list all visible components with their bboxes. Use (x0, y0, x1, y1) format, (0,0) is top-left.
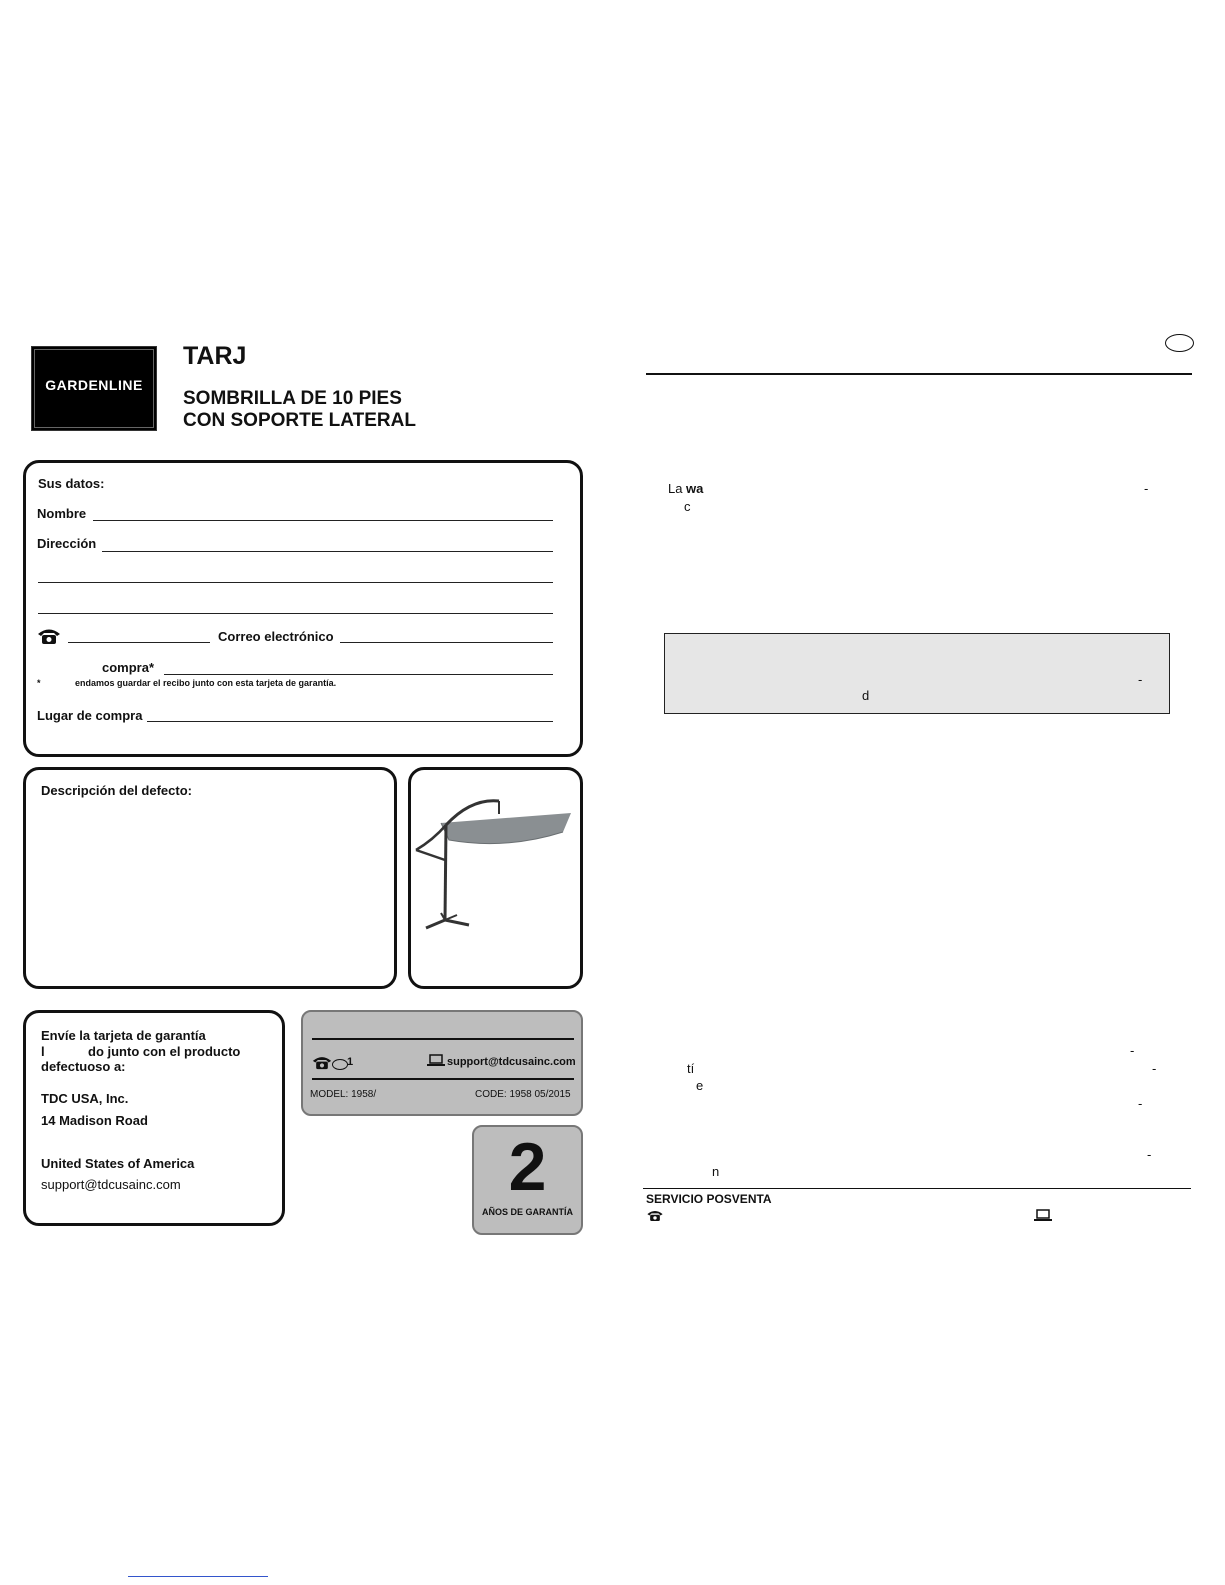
product-code: CODE: 1958 05/2015 (475, 1089, 571, 1100)
laptop-icon (427, 1054, 445, 1068)
receipt-note: endamos guardar el recibo junto con esta tarjeta de garantía. (75, 678, 337, 688)
model-number: MODEL: 1958/ (310, 1089, 377, 1100)
product-name-line-2: CON SOPORTE LATERAL (183, 410, 416, 431)
text-fragment-c: c (684, 499, 691, 514)
text-fragment-dash: - (1152, 1061, 1157, 1076)
text-fragment-dash: - (1138, 672, 1143, 687)
customer-data-heading: Sus datos: (38, 476, 105, 491)
defect-description-label: Descripción del defecto: (41, 783, 192, 798)
shaded-note-box (664, 633, 1170, 714)
brand-logo (31, 346, 157, 431)
telephone-icon (36, 627, 62, 645)
product-name-line-1: SOMBRILLA DE 10 PIES (183, 388, 402, 409)
text-fragment-dash: - (1144, 481, 1149, 496)
text-fragment-wa: wa (686, 481, 704, 496)
telephone-icon (311, 1055, 333, 1070)
address-field-line-3[interactable] (38, 613, 553, 614)
text-fragment-la: La (668, 481, 683, 496)
name-field[interactable] (93, 520, 553, 521)
cantilever-umbrella-illustration (411, 770, 580, 986)
send-instruction-line-2a: l (41, 1044, 45, 1059)
telephone-icon (646, 1209, 664, 1222)
email-field[interactable] (340, 642, 553, 643)
send-address-box (23, 1010, 285, 1226)
phone-field[interactable] (68, 642, 210, 643)
product-image-box (408, 767, 583, 989)
customer-data-box (23, 460, 583, 757)
text-fragment-n: n (712, 1164, 720, 1179)
laptop-icon (1034, 1209, 1052, 1223)
country-oval-badge (1165, 334, 1194, 352)
card-title: TARJ (183, 342, 247, 370)
email-label: Correo electrónico (218, 629, 334, 644)
note-asterisk: * (37, 678, 41, 688)
country: United States of America (41, 1156, 195, 1171)
address-label: Dirección (37, 536, 97, 551)
name-label: Nombre (37, 506, 87, 521)
address-field-line-2[interactable] (38, 582, 553, 583)
send-instruction-line-1: Envíe la tarjeta de garantía (41, 1028, 206, 1043)
support-email[interactable]: support@tdcusainc.com (41, 1177, 181, 1192)
service-rule (643, 1188, 1191, 1189)
purchase-date-label: compra* (102, 660, 155, 675)
purchase-date-field[interactable] (164, 674, 553, 675)
phone-country-oval (332, 1059, 348, 1070)
contact-phone: 1 (347, 1056, 354, 1068)
place-of-purchase-label: Lugar de compra (37, 708, 143, 723)
text-fragment-dash: - (1147, 1147, 1152, 1162)
send-instruction-line-2b: do junto con el producto (88, 1044, 241, 1059)
contact-email[interactable]: support@tdcusainc.com (447, 1056, 576, 1068)
contact-box (301, 1010, 583, 1116)
header-rule (646, 373, 1192, 375)
defect-description-box[interactable] (23, 767, 397, 989)
send-instruction-line-3: defectuoso a: (41, 1059, 126, 1074)
text-fragment-d: d (862, 688, 870, 703)
text-fragment-ti: tí (687, 1061, 695, 1076)
address-field[interactable] (102, 551, 553, 552)
contact-divider-bottom (312, 1078, 574, 1080)
warranty-years-number: 2 (508, 1129, 547, 1205)
warranty-years-badge (472, 1125, 583, 1235)
text-fragment-dash: - (1138, 1096, 1143, 1111)
text-fragment-e: e (696, 1078, 704, 1093)
text-fragment-dash: - (1130, 1043, 1135, 1058)
warranty-years-label: AÑOS DE GARANTÍA (481, 1207, 573, 1217)
brand-logo-text: GARDENLINE (45, 377, 143, 393)
contact-divider-top (312, 1038, 574, 1040)
service-title: SERVICIO POSVENTA (646, 1192, 772, 1206)
company-name: TDC USA, Inc. (41, 1091, 129, 1106)
street-address: 14 Madison Road (41, 1113, 148, 1128)
page-link-underline[interactable] (128, 1576, 268, 1577)
place-of-purchase-field[interactable] (147, 721, 553, 722)
